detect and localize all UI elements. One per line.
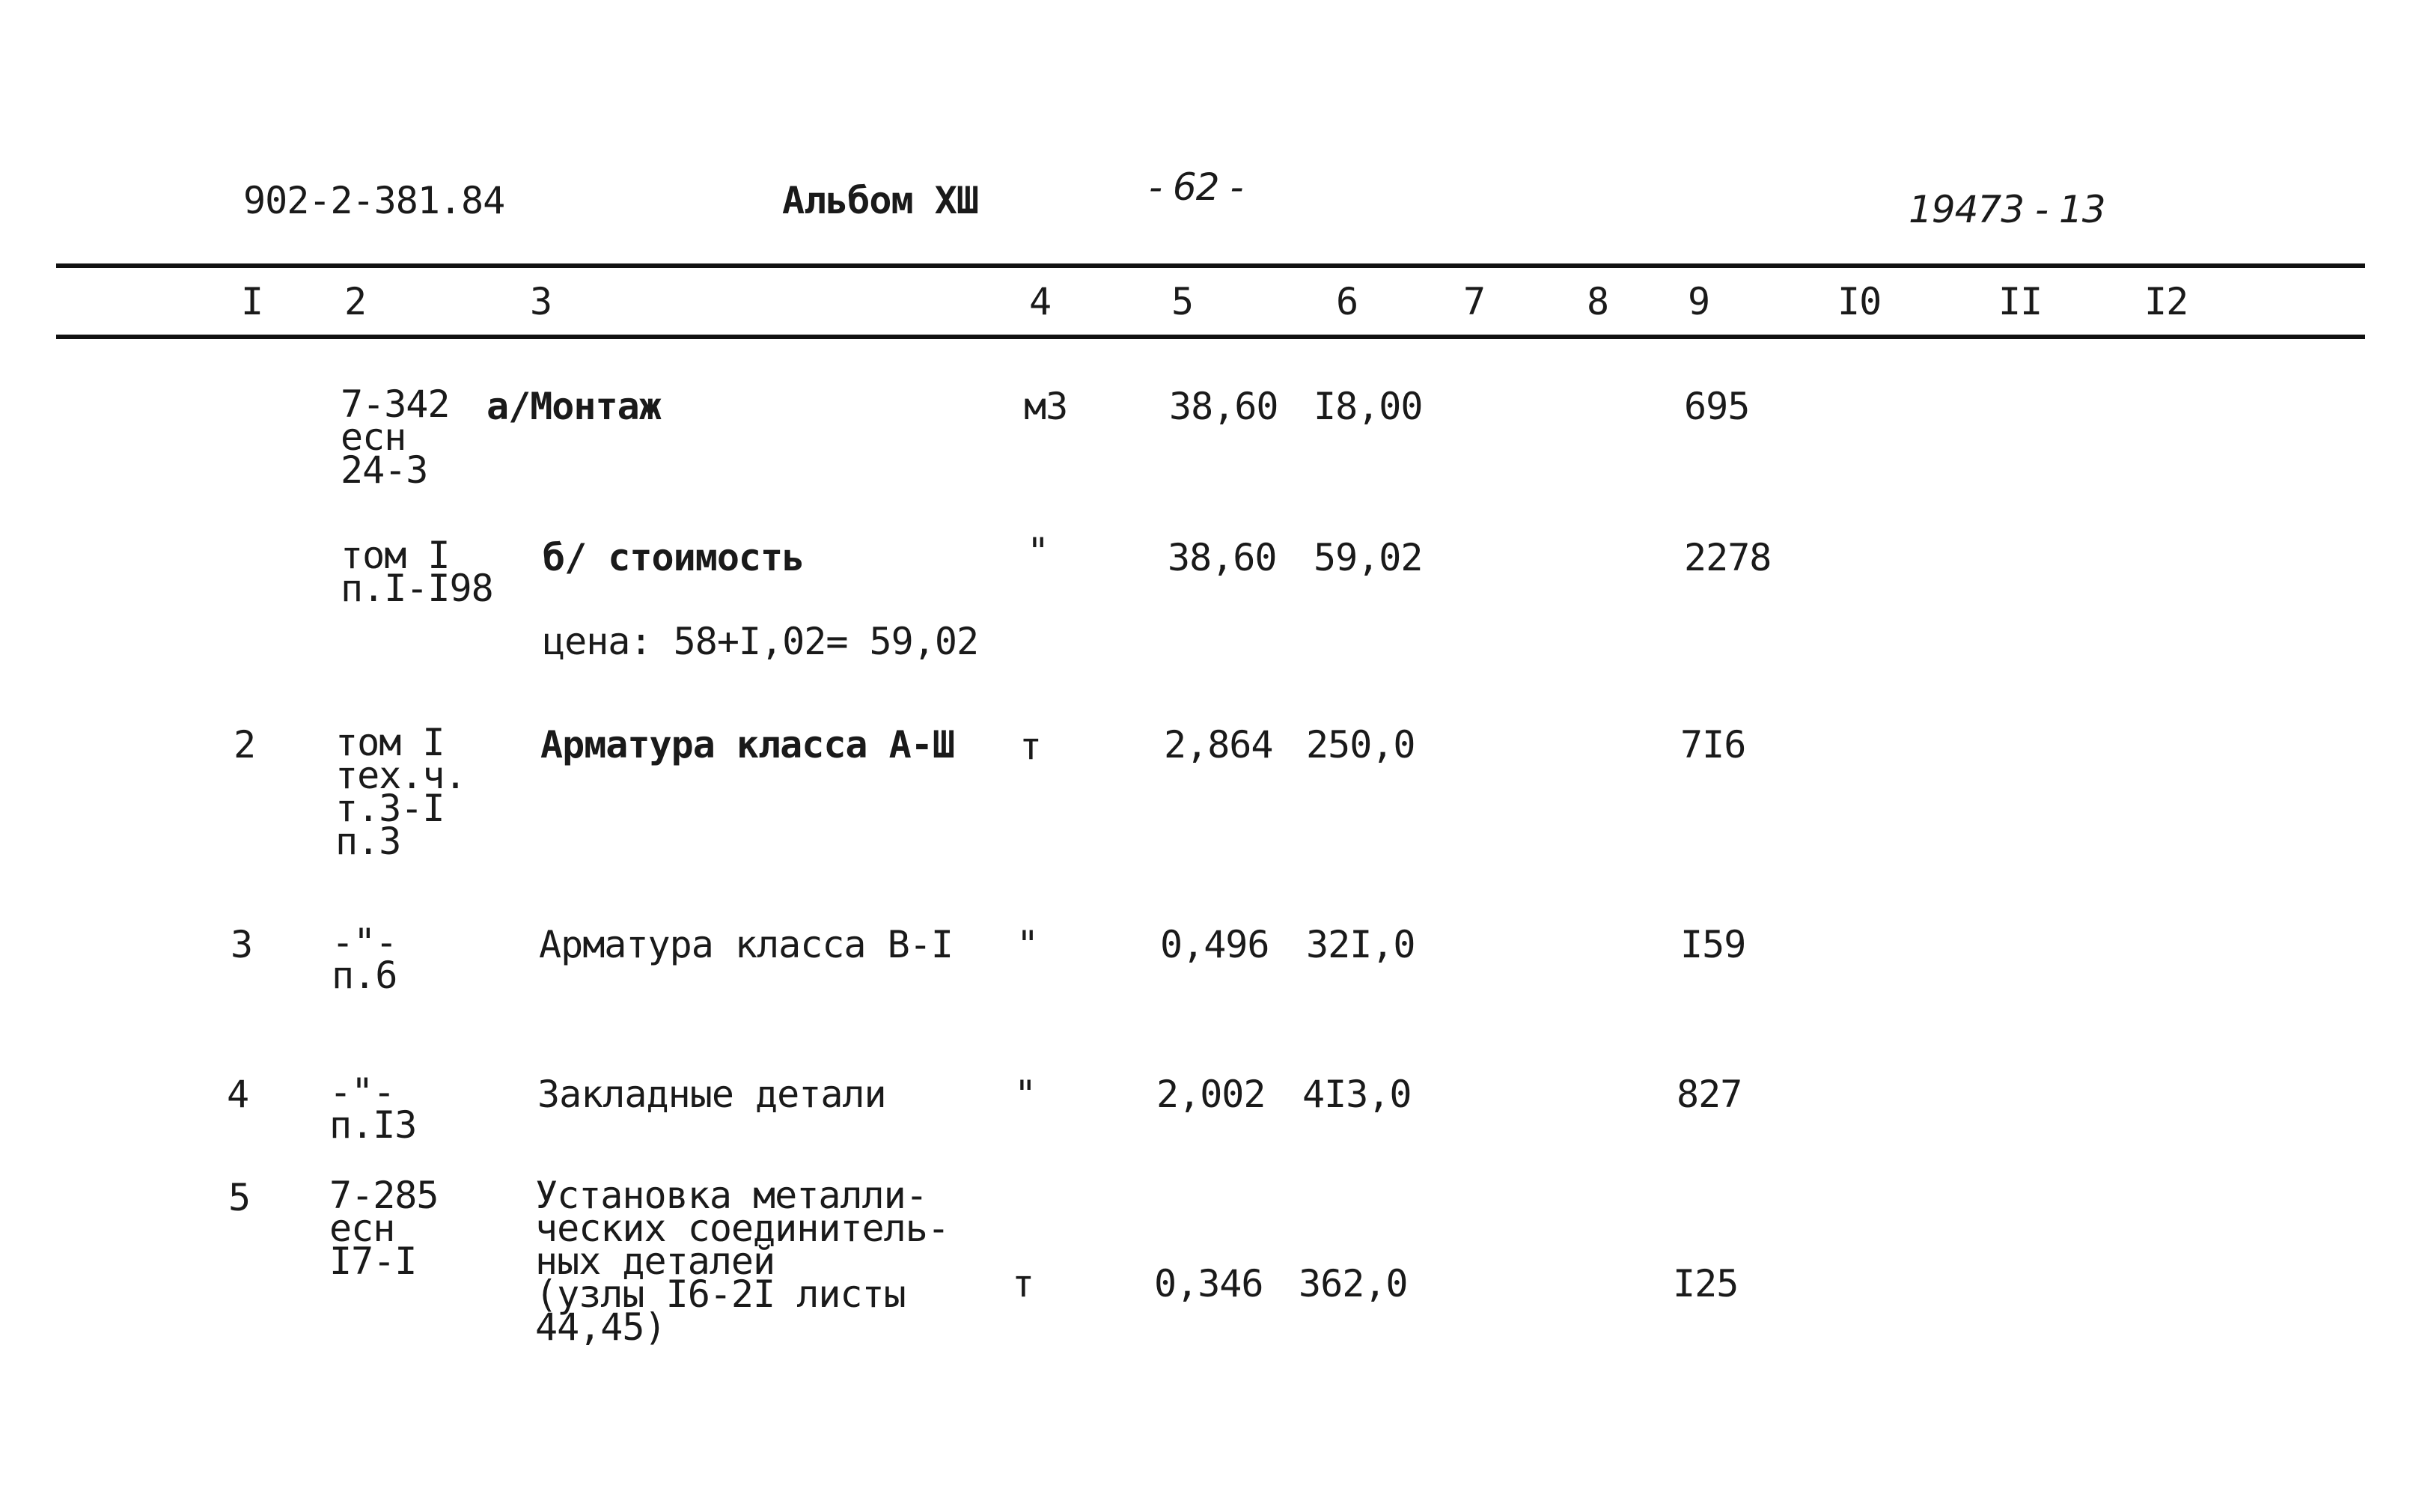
row-2-unit: " bbox=[1027, 530, 1049, 573]
row-1-reference: 7-342 есн 24-3 bbox=[341, 382, 450, 492]
row-6-reference: 7-285 есн I7-I bbox=[329, 1174, 439, 1283]
column-header-2: 2 bbox=[344, 280, 367, 323]
row-2-name: б/ стоимость bbox=[543, 536, 805, 579]
row-4-unit-price: 32I,0 bbox=[1306, 923, 1415, 966]
row-5-quantity: 2,002 bbox=[1156, 1073, 1266, 1116]
row-3-number: 2 bbox=[234, 723, 256, 766]
header-bottom-rule bbox=[56, 335, 2365, 339]
row-4-name: Арматура класса В-I bbox=[539, 923, 953, 966]
row-1-unit-price: I8,00 bbox=[1314, 385, 1423, 428]
row-3-total: 7I6 bbox=[1680, 723, 1746, 766]
row-2-price-note: цена: 58+I,02= 59,02 bbox=[543, 620, 979, 663]
column-header-5: 5 bbox=[1171, 280, 1194, 323]
column-header-9: 9 bbox=[1688, 280, 1710, 323]
row-5-name: Закладные детали bbox=[537, 1073, 886, 1116]
row-5-number: 4 bbox=[227, 1073, 249, 1116]
row-3-unit: т bbox=[1019, 725, 1042, 768]
row-2-reference: том I п.I-I98 bbox=[341, 534, 493, 610]
column-header-10: I0 bbox=[1837, 280, 1882, 323]
row-2-quantity: 38,60 bbox=[1168, 536, 1277, 579]
row-4-total: I59 bbox=[1680, 923, 1746, 966]
row-3-name: Арматура класса А-Ш bbox=[540, 723, 954, 766]
row-3-reference: том I тех.ч. т.3-I п.3 bbox=[335, 721, 466, 863]
row-1-quantity: 38,60 bbox=[1169, 385, 1278, 428]
row-6-unit-price: 362,0 bbox=[1299, 1262, 1408, 1305]
row-4-reference: -"- п.6 bbox=[332, 921, 397, 997]
row-3-quantity: 2,864 bbox=[1164, 723, 1273, 766]
row-6-total: I25 bbox=[1673, 1262, 1739, 1305]
row-1-unit: м3 bbox=[1024, 385, 1068, 428]
row-5-unit: " bbox=[1014, 1073, 1037, 1116]
row-2-unit-price: 59,02 bbox=[1314, 536, 1423, 579]
row-1-name: а/Монтаж bbox=[486, 385, 661, 428]
column-header-7: 7 bbox=[1463, 280, 1486, 323]
row-4-quantity: 0,496 bbox=[1160, 923, 1269, 966]
row-5-unit-price: 4I3,0 bbox=[1302, 1073, 1412, 1116]
row-1-total: 695 bbox=[1684, 385, 1750, 428]
column-header-11: II bbox=[1998, 280, 2043, 323]
column-header-6: 6 bbox=[1336, 280, 1358, 323]
column-header-3: 3 bbox=[530, 280, 552, 323]
row-6-quantity: 0,346 bbox=[1154, 1262, 1263, 1305]
album-title: Альбом XШ bbox=[782, 179, 978, 222]
column-header-1: I bbox=[241, 280, 263, 323]
header-top-rule bbox=[56, 263, 2365, 268]
row-3-unit-price: 250,0 bbox=[1306, 723, 1415, 766]
column-header-12: I2 bbox=[2144, 280, 2188, 323]
column-header-8: 8 bbox=[1587, 280, 1609, 323]
row-2-total: 2278 bbox=[1684, 536, 1772, 579]
row-6-unit: т bbox=[1012, 1262, 1034, 1305]
row-5-total: 827 bbox=[1677, 1073, 1742, 1116]
archive-number: 19473 - 13 bbox=[1909, 188, 2105, 231]
column-header-4: 4 bbox=[1029, 280, 1052, 323]
row-6-name: Установка металли- ческих соединитель- ных деталей (узлы I6-2I листы 44,45) bbox=[535, 1174, 949, 1349]
row-4-unit: " bbox=[1016, 923, 1039, 966]
row-5-reference: -"- п.I3 bbox=[329, 1070, 417, 1147]
document-code: 902-2-381.84 bbox=[243, 179, 505, 222]
page-number: - 62 - bbox=[1149, 165, 1243, 209]
row-4-number: 3 bbox=[231, 923, 253, 966]
row-6-number: 5 bbox=[228, 1176, 251, 1219]
